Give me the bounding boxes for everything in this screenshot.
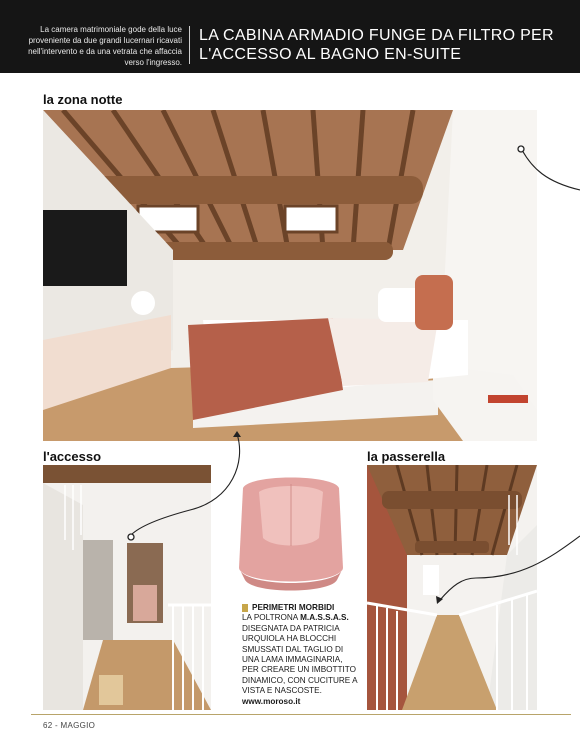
header-caption: La camera matrimoniale gode della luce proveniente da due grandi lucernari ricavati nell'intervento e da una vetrata che affaccia verso l'ingresso. [28,25,182,67]
access-photo [43,465,211,710]
header-divider [189,26,190,64]
walkway-photo [367,465,537,710]
bedroom-photo [43,110,537,441]
section-label-accesso: l'accesso [43,449,102,464]
product-url-link[interactable]: www.moroso.it [242,696,301,706]
product-heading [242,603,360,613]
section-label-passerella: la passerella [367,449,446,464]
header-banner [0,0,580,73]
product-description [242,603,360,707]
product-body-prefix: LA POLTRONA [242,613,301,623]
section-label-zona-notte: la zona notte [43,92,123,107]
footer-divider [31,714,571,715]
product-name: M.A.S.S.A.S. [300,613,349,623]
accent-marker [242,604,248,612]
product-body [242,613,360,696]
product-body-text: DISEGNATA DA PATRICIA URQUIOLA HA BLOCCHI SMUSSATI DAL TAGLIO DI UNA LAMA IMMAGINARIA, PER CREARE UN IMBOTTITO DINAMICO, CON CUCITURE A VISTA E NASCOSTE. [242,623,358,696]
product-heading-text: PERIMETRI MORBIDI [252,603,335,612]
page-number: 62 - MAGGIO [43,721,96,730]
armchair-photo [229,468,353,598]
header-title: LA CABINA ARMADIO FUNGE DA FILTRO PER L'ACCESSO AL BAGNO EN-SUITE [199,27,554,63]
